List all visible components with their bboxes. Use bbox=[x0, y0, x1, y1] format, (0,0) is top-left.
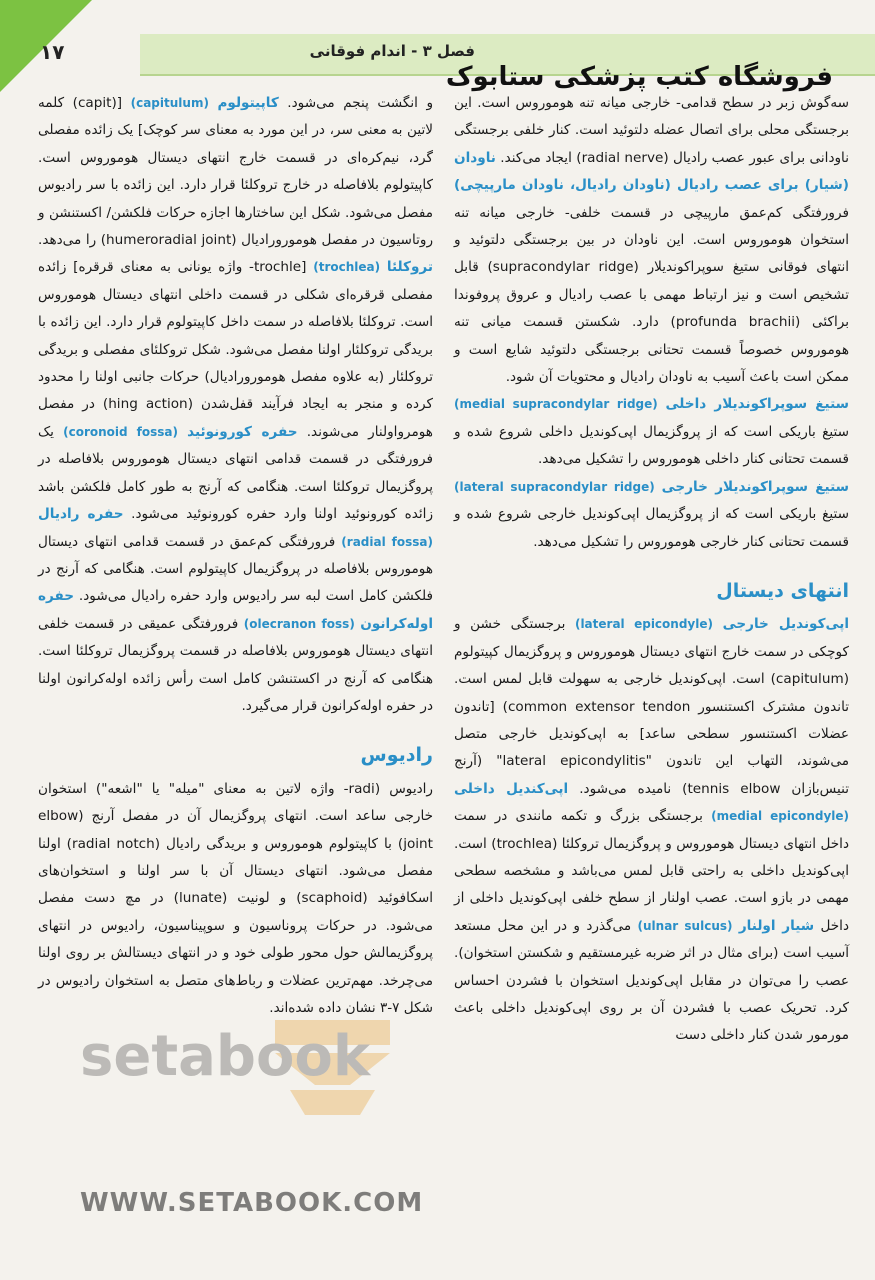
left-column bbox=[38, 90, 433, 1022]
paragraph bbox=[38, 776, 433, 1023]
term: حفره کورونوئید bbox=[187, 423, 298, 440]
term: حفره اوله‌کرانون bbox=[38, 588, 433, 632]
paragraph-text: می‌گذرد و در این محل مستعد آسیب است (برای مثال در اثر ضربه غیرمستقیم و شکستن استخوان). عصب را می‌توان در مقابل اپی‌کوندیل استخوان با فشردن احساس کرد. تحریک عصب با فشردن آن بر روی اپی‌کوندیل داخلی باعث مورمور شدن کنار داخلی دست bbox=[454, 917, 849, 1044]
paragraph-text: فرورفتگی کم‌عمق در قسمت قدامی انتهای دیستال هوموروس بلافاصله در پروگزیمال کاپیتولوم است. هنگامی که آرنج در فلکشن کامل است لبه سر رادیوس وارد حفره رادیال می‌شود. bbox=[38, 533, 433, 605]
term: ناودان (شیار) برای عصب رادیال (ناودان رادیال، ناودان مارپیچی) bbox=[454, 149, 849, 194]
term-english: (lateral epicondyle) bbox=[574, 617, 713, 632]
term: ستیغ سوپراکوندیلار خارجی bbox=[661, 478, 850, 495]
paragraph bbox=[454, 391, 849, 473]
term-english: (ulnar sulcus) bbox=[637, 918, 733, 933]
section-title: رادیوس bbox=[360, 744, 433, 767]
paragraph-text: برجستگی خشن و کوچکی در سمت خارج انتهای دیستال هوموروس و پروگزیمال کپیتولوم (capitulum) است. اپی‌کوندیل خارجی به سهولت قابل لمس است. تاندون مشترک اکستنسور common extensor tendon) [تاندون عضلات اکستنسور سطحی ساعد] به اپی‌کوندیل خارجی متصل می‌شوند، التهاب این تاندون "lateral epicondylitis" (آرنج تنیس‌بازان tennis elbow) نامیده می‌شود. bbox=[454, 616, 849, 797]
term-english: (capitulum) bbox=[130, 96, 209, 110]
term-english: (lateral supracondylar ridge) bbox=[454, 479, 655, 494]
store-stamp: فروشگاه کتب پزشکی ستابوک bbox=[445, 62, 833, 92]
term: شیار اولنار bbox=[738, 917, 815, 934]
term-english: (medial supracondylar ridge) bbox=[454, 397, 658, 412]
logo-wordmark: setabook bbox=[80, 1024, 371, 1089]
paragraph-text: و انگشت پنجم می‌شود. bbox=[287, 95, 434, 111]
term: ستیغ سوپراکوندیلار داخلی bbox=[665, 396, 849, 413]
term: کاپیتولوم bbox=[217, 95, 279, 111]
right-column bbox=[454, 90, 849, 1050]
paragraph-text: فرورفتگی کم‌عمق مارپیچی در قسمت خلفی- خارجی میانه تنه استخوان هوموروس است. این ناودان در بین برجستگی دلتوئید و انتهای فوقانی ستیغ سوپراکوندیلار (supracondylar ridge) قابل تشخیص است و نیز ارتباط مهمی با عصب رادیال و عروق پروفوندا براکئی (profunda brachii) دارد. شکستن قسمت میانی تنه هوموروس خصوصاً قسمت تحتانی برجستگی دلتوئید شایع است و ممکن است باعث آسیب به ناودان رادیال و محتویات آن شود. bbox=[454, 204, 850, 386]
paragraph-text: [trochle- واژه یونانی به معنای قرقره] زائده مفصلی قرقره‌ای شکلی در قسمت داخلی انتهای دیستال هوموروس است. تروکلئا بلافاصله در سمت داخل کاپیتولوم قرار دارد. این زائده با بریدگی تروکلئار اولنا مفصل می‌شود. شکل تروکلئای مفصلی و بریدگی تروکلئار (به علاوه مفصل هومورورادیال) حرکات جانبی اولنا را محدود کرده و منجر به ایجاد فرآیند قفل‌شدن (hing action) در مفصل هومرواولنار می‌شوند. bbox=[38, 259, 433, 440]
paragraph-text: ستیغ باریکی است که از پروگزیمال اپی‌کوندیل خارجی شروع شده و قسمت تحتانی کنار خارجی هوموروس را تشکیل می‌دهد. bbox=[454, 506, 849, 550]
setabook-logo-watermark bbox=[60, 1005, 390, 1120]
paragraph bbox=[454, 611, 849, 1050]
paragraph-text: برجستگی بزرگ و تکمه مانندی در سمت داخل انتهای دیستال هوموروس و پروگزیمال تروکلئا (trochlea) است. اپی‌کوندیل داخلی به راحتی قابل لمس می‌باشد و مشخصه سطحی مهمی در بازو است. عصب اولنار از سطح خلفی اپی‌کوندیل داخلی از داخل bbox=[454, 808, 850, 934]
paragraph-text: [(capit) کلمه لاتین به معنی سر، در این مورد به معنای سر کوچک] یک زائده مفصلی گرد، نیم‌کره‌ای در قسمت خارج انتهای دیستال هوموروس است. کاپیتولوم بلافاصله در خارج تروکلئا قرار دارد. این زائده با سر رادیوس مفصل می‌شود. شکل این ساختارها اجازه حرکات فلکشن/ اکستنشن و روتاسیون در مفصل هومورورادیال (humeroradial joint) را می‌دهد. bbox=[38, 95, 434, 249]
term-english: (radial fossa) bbox=[341, 534, 433, 549]
page-number: ۱۷ bbox=[40, 40, 65, 64]
term: حفره رادیال bbox=[38, 506, 124, 523]
paragraph bbox=[38, 90, 433, 720]
paragraph bbox=[454, 90, 849, 391]
paragraph-text: رادیوس (radi- واژه لاتین به معنای "میله" یا "اشعه") استخوان خارجی ساعد است. انتهای پروگزیمال آن در مفصل آرنج (elbow joint) با کاپیتولوم هوموروس و بریدگی رادیال (radial notch) اولنا مفصل می‌شود. انتهای دیستال آن با سر اولنا و استخوان‌های اسکافوئید (scaphoid) و لونیت (lunate) در مچ دست مفصل می‌شود. در حرکات پروناسیون و سوپیناسیون، رادیوس در انتهای پروگزیمالش حول محور طولی خود و در انتهای دیستالش بر روی اولنا می‌چرخد. مهم‌ترین عضلات و رباط‌های متصل به استخوان رادیوس در شکل ۷-۳ نشان داده شده‌اند. bbox=[38, 780, 434, 1016]
term: اپی‌کوندیل خارجی bbox=[722, 616, 849, 633]
paragraph bbox=[454, 474, 849, 556]
term-english: (trochlea) bbox=[313, 260, 381, 275]
watermark-url: WWW.SETABOOK.COM bbox=[80, 1188, 424, 1218]
paragraph-text: فرورفتگی عمیقی در قسمت خلفی انتهای دیستال هوموروس بلافاصله در قسمت پروگزیمال تروکلئا است. هنگامی که آرنج در اکستنشن کامل است رأس زائده اوله‌کرانون اولنا در حفره اوله‌کرانون قرار می‌گیرد. bbox=[38, 615, 433, 714]
term: اپی‌کندیل داخلی bbox=[454, 780, 569, 797]
chapter-title: فصل ۳ - اندام فوقانی bbox=[309, 42, 475, 60]
section-title: انتهای دیستال bbox=[716, 579, 849, 602]
paragraph-text: یک فرورفتگی در قسمت قدامی انتهای دیستال هوموروس بلافاصله در پروگزیمال تروکلئا است. هنگامی که آرنج به طور کامل فلکشن باشد زائده کورونوئید اولنا وارد حفره کورونوئید می‌شود. bbox=[38, 423, 434, 523]
term-english: (medial epicondyle) bbox=[711, 809, 850, 824]
paragraph-text: سه‌گوش زبر در سطح قدامی- خارجی میانه تنه هوموروس است. این برجستگی محلی برای اتصال عضله دلتوئید است. کنار خلفی برجستگی ناودانی برای عبور عصب رادیال (radial nerve) ایجاد می‌کند. bbox=[454, 95, 849, 166]
term: تروکلئا bbox=[386, 259, 433, 276]
term-english: (coronoid fossa) bbox=[63, 424, 178, 439]
paragraph-text: ستیغ باریکی است که از پروگزیمال اپی‌کوندیل داخلی شروع شده و قسمت تحتانی کنار داخلی هوموروس را تشکیل می‌دهد. bbox=[454, 423, 849, 468]
term-english: (olecranon foss) bbox=[243, 616, 355, 631]
